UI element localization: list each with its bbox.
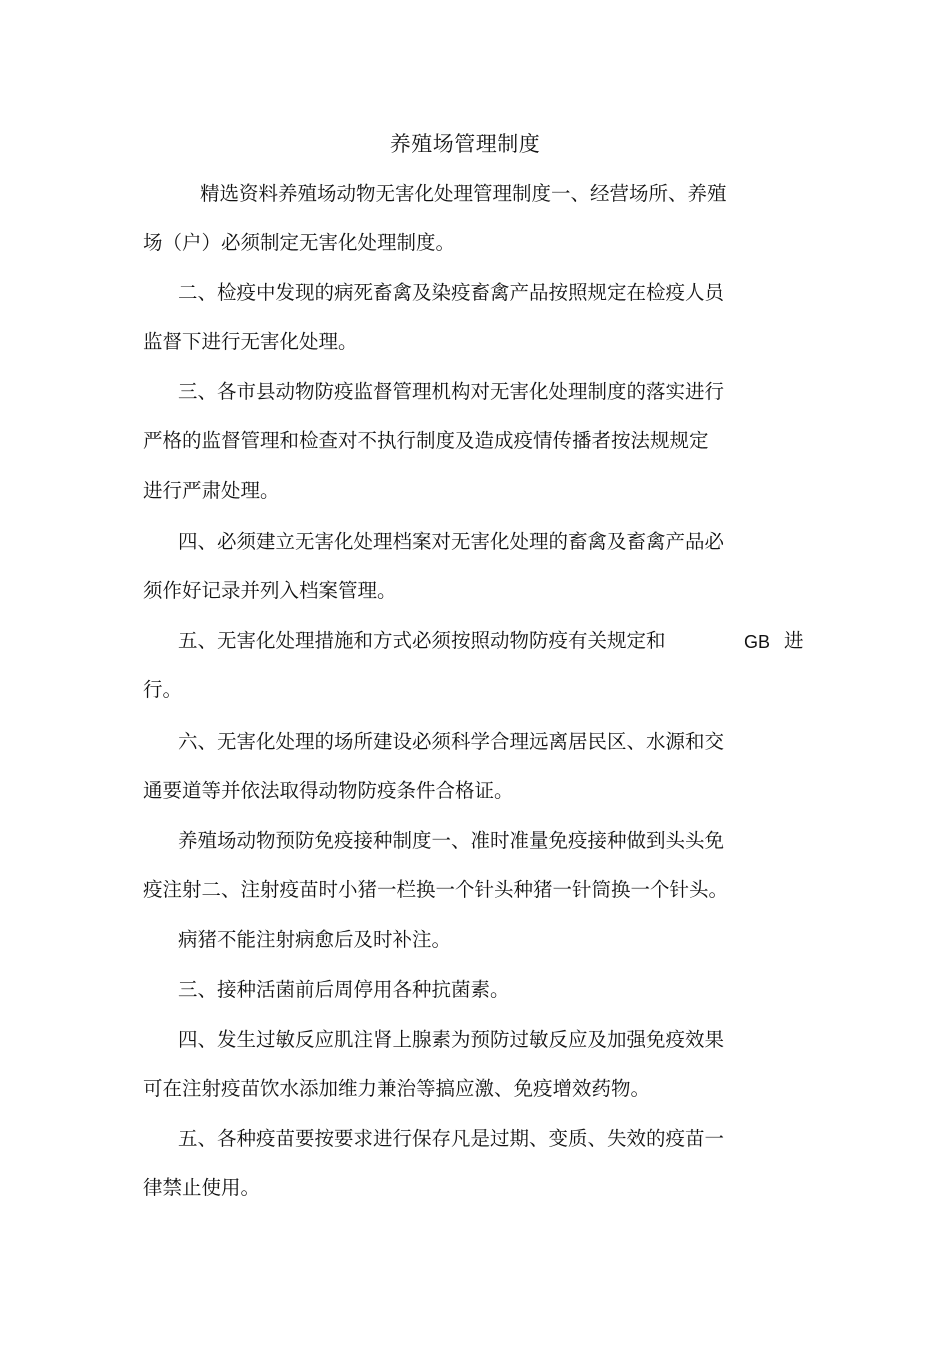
document-title: 养殖场管理制度	[389, 132, 541, 156]
body-line-10: 五、无害化处理措施和方式必须按照动物防疫有关规定和	[178, 629, 666, 652]
body-line-8: 四、必须建立无害化处理档案对无害化处理的畜禽及畜禽产品必	[178, 530, 725, 553]
body-line-4: 监督下进行无害化处理。	[143, 330, 358, 353]
body-line-15: 疫注射二、注射疫苗时小猪一栏换一个针头种猪一针筒换一个针头。	[143, 878, 729, 901]
body-line-14: 养殖场动物预防免疫接种制度一、准时准量免疫接种做到头头免	[178, 829, 725, 852]
body-line-20: 五、各种疫苗要按要求进行保存凡是过期、变质、失效的疫苗一	[178, 1127, 725, 1150]
body-line-13: 通要道等并依法取得动物防疫条件合格证。	[143, 779, 514, 802]
body-line-10-tail: 进	[784, 629, 804, 652]
body-line-7: 进行严肃处理。	[143, 479, 280, 502]
body-line-6: 严格的监督管理和检查对不执行制度及造成疫情传播者按法规规定	[143, 429, 709, 452]
body-line-10-gb: GB	[744, 632, 771, 652]
body-line-18: 四、发生过敏反应肌注肾上腺素为预防过敏反应及加强免疫效果	[178, 1028, 725, 1051]
body-line-1: 精选资料养殖场动物无害化处理管理制度一、经营场所、养殖	[200, 182, 727, 205]
body-line-12: 六、无害化处理的场所建设必须科学合理远离居民区、水源和交	[178, 730, 725, 753]
body-line-2: 场（户）必须制定无害化处理制度。	[143, 231, 456, 254]
body-line-17: 三、接种活菌前后周停用各种抗菌素。	[178, 978, 510, 1001]
body-line-19: 可在注射疫苗饮水添加维力兼治等搞应激、免疫增效药物。	[143, 1077, 651, 1100]
body-line-3: 二、检疫中发现的病死畜禽及染疫畜禽产品按照规定在检疫人员	[178, 281, 725, 304]
body-line-21: 律禁止使用。	[143, 1176, 261, 1199]
body-line-11: 行。	[143, 678, 183, 701]
body-line-16: 病猪不能注射病愈后及时补注。	[178, 928, 452, 951]
body-line-5: 三、各市县动物防疫监督管理机构对无害化处理制度的落实进行	[178, 380, 725, 403]
body-line-9: 须作好记录并列入档案管理。	[143, 579, 397, 602]
